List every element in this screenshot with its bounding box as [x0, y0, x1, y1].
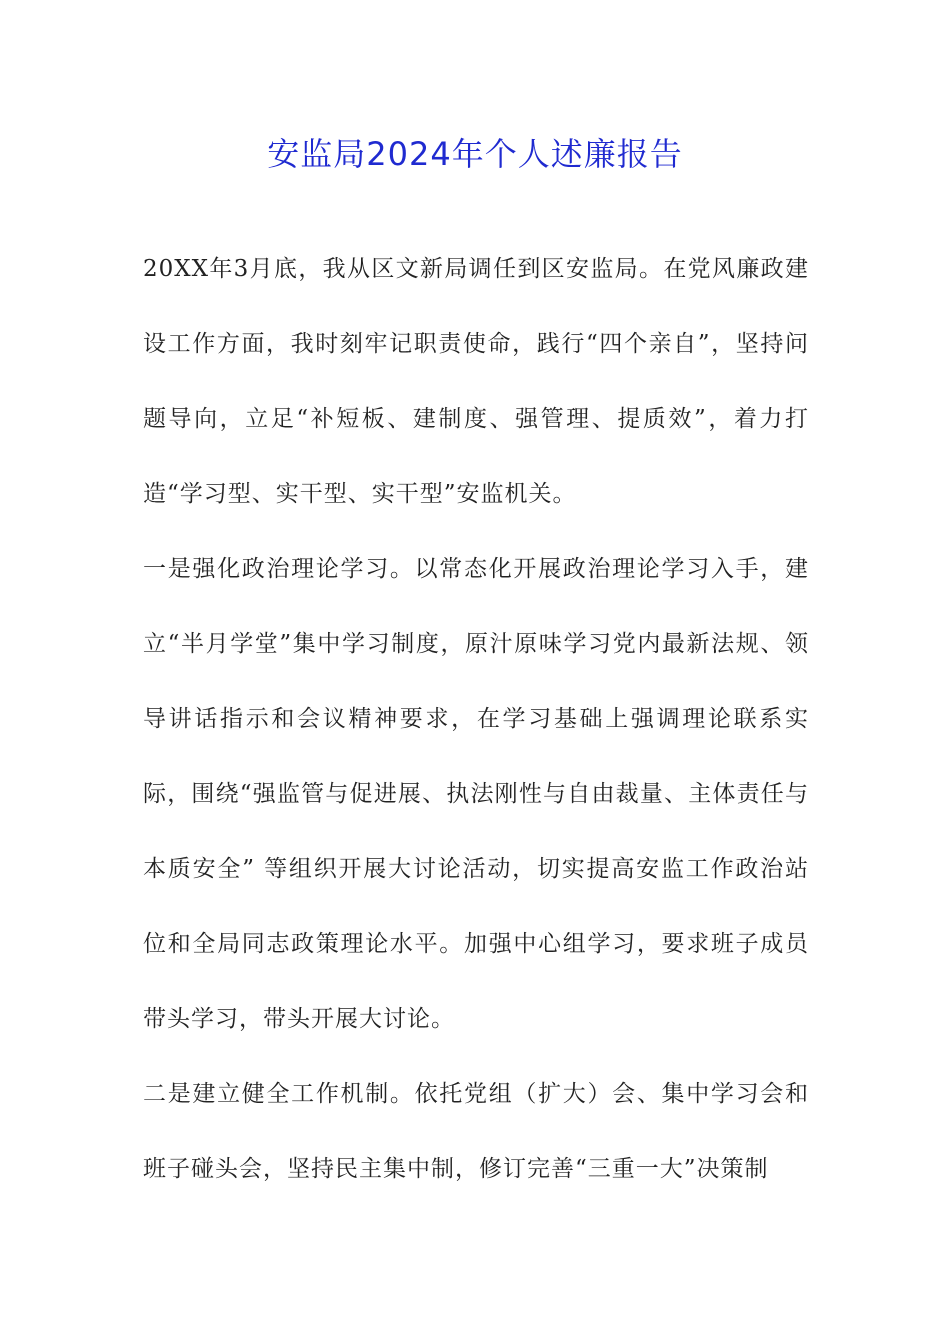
document-body: [143, 232, 809, 1207]
paragraph-point-2: 二是建立健全工作机制。依托党组（扩大）会、集中学习会和班子碰头会，坚持民主集中制，修订完善“三重一大”决策制: [143, 1081, 809, 1182]
paragraph-intro: 20XX年3月底，我从区文新局调任到区安监局。在党风廉政建设工作方面，我时刻牢记职责使命，践行“四个亲自”，坚持问题导向，立足“补短板、建制度、强管理、提质效”，着力打造“学习型、实干型、实干型”安监机关。: [143, 256, 809, 507]
paragraph-point-1: 一是强化政治理论学习。以常态化开展政治理论学习入手，建立“半月学堂”集中学习制度，原汁原味学习党内最新法规、领导讲话指示和会议精神要求，在学习基础上强调理论联系实际，围绕“强监管与促进展、执法刚性与自由裁量、主体责任与本质安全” 等组织开展大讨论活动，切实提高安监工作政治站位和全局同志政策理论水平。加强中心组学习，要求班子成员带头学习，带头开展大讨论。: [143, 556, 809, 1032]
document-title: 安监局2024年个人述廉报告: [267, 135, 683, 173]
